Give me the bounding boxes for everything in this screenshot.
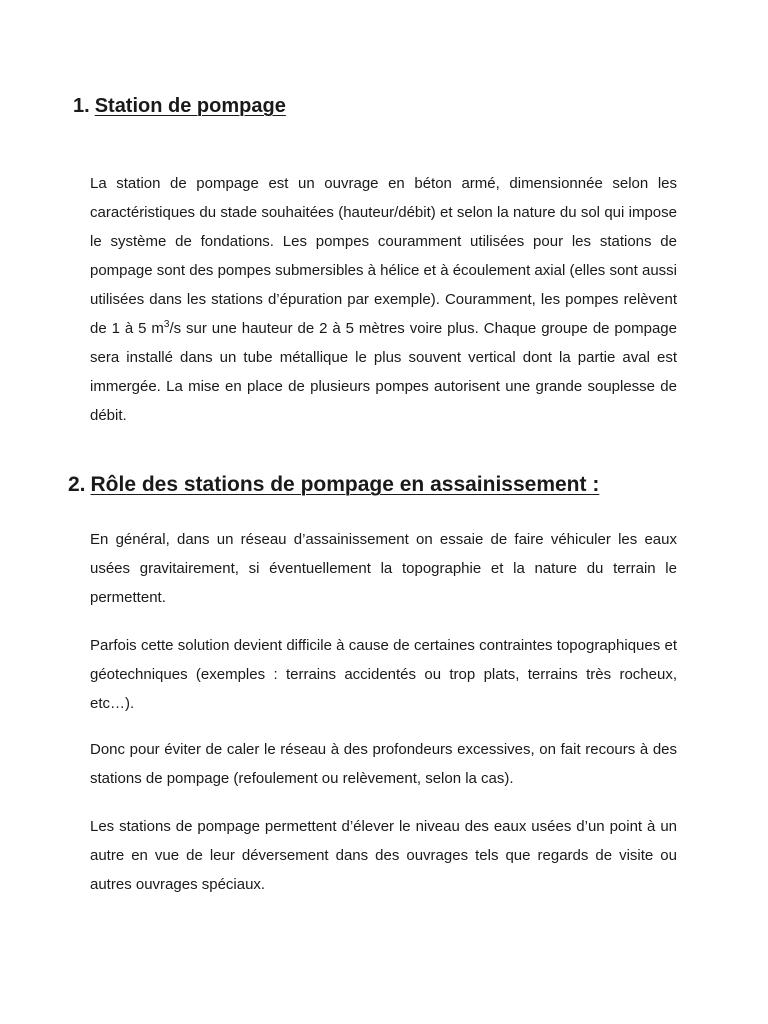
section-2-paragraph-purpose: Les stations de pompage permettent d’élever le niveau des eaux usées d’un point à un autre en vue de leur déversement dans des ouvrages tels que regards de visite ou autres ouvrages spéciaux. <box>90 818 677 893</box>
section-2-heading <box>68 473 599 497</box>
section-1-text-part-1: La station de pompage est un ouvrage en béton armé, dimensionnée selon les caractéristiques du stade souhaitées (hauteur/débit) et selon la nature du sol qui impose le système de fondations. Les pompes couramment utilisées pour les stations de pompage sont des pompes submersibles à hélice et à écoulement axial (elles sont aussi utilisées dans les stations d’épuration par exemple). Couramment, les pompes relèvent de 1 à 5 m <box>90 175 677 337</box>
section-1-heading <box>73 95 286 118</box>
section-2-paragraph-recourse: Donc pour éviter de caler le réseau à des profondeurs excessives, on fait recours à des stations de pompage (refoulement ou relèvement, selon la cas). <box>90 741 677 787</box>
section-2-paragraph-constraints: Parfois cette solution devient difficile à cause de certaines contraintes topographiques et géotechniques (exemples : terrains accidentés ou trop plats, terrains très rocheux, etc…). <box>90 637 677 712</box>
section-1-title: Station de pompage <box>94 95 286 117</box>
section-1-paragraph <box>90 169 677 430</box>
section-2-title: Rôle des stations de pompage en assainissement : <box>90 473 600 496</box>
section-1-number: 1. <box>73 95 90 117</box>
section-1-text-part-2: /s sur une hauteur de 2 à 5 mètres voire plus. Chaque groupe de pompage sera installé dans un tube métallique le plus souvent vertical dont la partie aval est immergée. La mise en place de plusieurs pompes autorisent une grande souplesse de débit. <box>90 320 677 424</box>
section-2-paragraph-general: En général, dans un réseau d’assainissement on essaie de faire véhiculer les eaux usées gravitairement, si éventuellement la topographie et la nature du terrain le permettent. <box>90 531 677 606</box>
section-2-number: 2. <box>68 473 86 496</box>
cubic-superscript: 3 <box>163 319 170 330</box>
